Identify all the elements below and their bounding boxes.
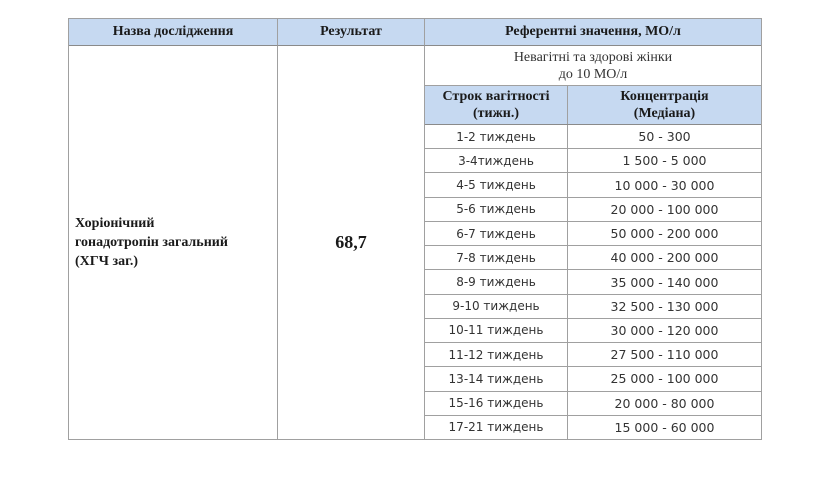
header-result: Результат (277, 19, 424, 46)
reference-subheader (425, 86, 761, 125)
term-cell: 4-5 тиждень (456, 178, 536, 193)
term-cell: 11-12 тиждень (448, 347, 544, 362)
table-row (425, 343, 761, 367)
table-row (425, 367, 761, 391)
reference-cell (424, 46, 761, 439)
term-cell: 15-16 тиждень (448, 396, 544, 411)
term-cell: 1-2 тиждень (456, 129, 536, 144)
table-row (425, 125, 761, 149)
range-cell: 20 000 - 80 000 (567, 392, 761, 415)
table-row (425, 392, 761, 416)
range-cell: 50 000 - 200 000 (567, 222, 761, 245)
range-cell: 10 000 - 30 000 (567, 173, 761, 196)
non-pregnant-label: Невагітні та здорові жінки (513, 49, 673, 65)
non-pregnant-reference (425, 46, 761, 86)
table-row (425, 319, 761, 343)
subheader-conc-line2: (Медіана) (633, 106, 696, 121)
table-row (425, 198, 761, 222)
subheader-conc-line1: Концентрація (620, 89, 709, 104)
range-cell: 20 000 - 100 000 (567, 198, 761, 221)
term-cell: 8-9 тиждень (456, 275, 536, 290)
reference-rows (425, 125, 761, 439)
table-row (425, 270, 761, 294)
range-cell: 15 000 - 60 000 (567, 416, 761, 439)
term-cell: 3-4тиждень (458, 153, 534, 168)
range-cell: 27 500 - 110 000 (567, 343, 761, 366)
subheader-concentration (567, 86, 761, 124)
range-cell: 35 000 - 140 000 (567, 270, 761, 293)
subheader-term-line2: (тижн.) (473, 106, 519, 121)
header-reference: Референтні значення, МО/л (424, 19, 761, 46)
subheader-term-line1: Строк вагітності (442, 89, 550, 104)
table-row (425, 295, 761, 319)
table-row (425, 173, 761, 197)
test-name-line: Хоріонічний (75, 216, 155, 231)
range-cell: 50 - 300 (567, 125, 761, 148)
term-cell: 10-11 тиждень (448, 323, 544, 338)
header-test-name: Назва дослідження (69, 19, 277, 46)
subheader-term (425, 86, 567, 124)
term-cell: 5-6 тиждень (456, 202, 536, 217)
test-name-cell (69, 46, 277, 439)
range-cell: 1 500 - 5 000 (567, 149, 761, 172)
term-cell: 6-7 тиждень (456, 226, 536, 241)
range-cell: 40 000 - 200 000 (567, 246, 761, 269)
term-cell: 7-8 тиждень (456, 250, 536, 265)
test-name-line: (ХГЧ заг.) (75, 254, 139, 269)
hcg-results-table (68, 18, 762, 440)
test-name-line: гонадотропін загальний (75, 235, 228, 250)
range-cell: 30 000 - 120 000 (567, 319, 761, 342)
non-pregnant-value: до 10 МО/л (558, 66, 628, 82)
table-row (425, 246, 761, 270)
term-cell: 17-21 тиждень (448, 420, 544, 435)
term-cell: 13-14 тиждень (448, 371, 544, 386)
term-cell: 9-10 тиждень (452, 299, 540, 314)
test-result-value: 68,7 (277, 46, 424, 439)
table-row (425, 222, 761, 246)
table-row (425, 416, 761, 439)
table-row (425, 149, 761, 173)
range-cell: 25 000 - 100 000 (567, 367, 761, 390)
range-cell: 32 500 - 130 000 (567, 295, 761, 318)
